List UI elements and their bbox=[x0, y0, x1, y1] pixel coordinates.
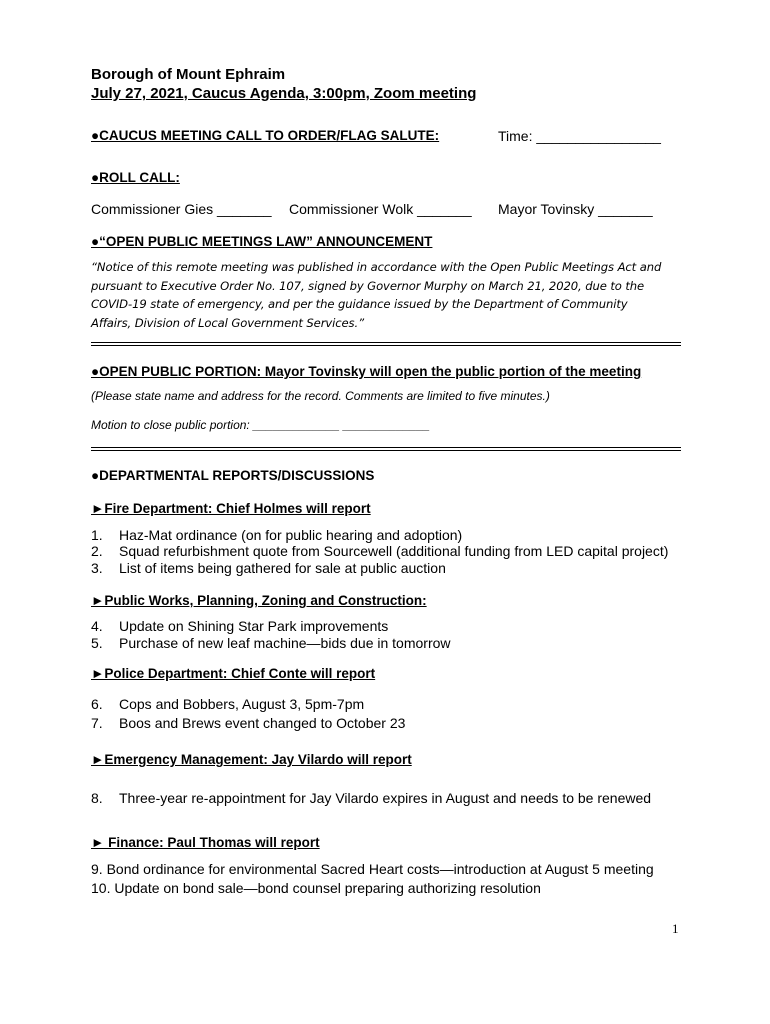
list-item: Update on Shining Star Park improvements bbox=[119, 618, 389, 634]
public-portion-instructions: (Please state name and address for the record. Comments are limited to five minutes.) bbox=[91, 389, 550, 403]
list-item-number: 4. bbox=[91, 618, 103, 634]
list-item-number: 5. bbox=[91, 635, 103, 651]
section-divider bbox=[91, 342, 681, 346]
list-item-number: 3. bbox=[91, 560, 103, 576]
list-item: List of items being gathered for sale at public auction bbox=[119, 560, 446, 576]
finance-heading: ► Finance: Paul Thomas will report bbox=[91, 835, 320, 850]
list-item: Three-year re-appointment for Jay Vilardo expires in August and needs to be renewed bbox=[119, 790, 652, 806]
opma-notice: “Notice of this remote meeting was published in accordance with the Open Public Meetings Act and pursuant to Executive Order No. 107, signed by Governor Murphy on March 21, 2020, due to the COVID-19 state of emergency, and per the guidance issued by the Department of Community Affairs, Division of Local Government Services.” bbox=[91, 260, 662, 330]
list-item-number: 1. bbox=[91, 527, 103, 543]
call-to-order-heading: ●CAUCUS MEETING CALL TO ORDER/FLAG SALUTE: bbox=[91, 128, 440, 143]
list-item: Purchase of new leaf machine—bids due in tomorrow bbox=[119, 635, 451, 651]
call-to-order-time: Time: ________________ bbox=[498, 128, 661, 144]
list-item: Squad refurbishment quote from Sourcewell (additional funding from LED capital project) bbox=[119, 543, 669, 559]
section-divider bbox=[91, 447, 681, 451]
page-number: 1 bbox=[672, 921, 679, 936]
opma-heading: ●“OPEN PUBLIC MEETINGS LAW” ANNOUNCEMENT bbox=[91, 234, 433, 249]
roll-call-mayor: Mayor Tovinsky _______ bbox=[498, 201, 653, 217]
departmental-heading: ●DEPARTMENTAL REPORTS/DISCUSSIONS bbox=[91, 468, 375, 483]
agenda-title: July 27, 2021, Caucus Agenda, 3:00pm, Zoom meeting bbox=[91, 85, 477, 102]
list-item: 10. Update on bond sale—bond counsel preparing authorizing resolution bbox=[91, 880, 541, 896]
list-item-number: 6. bbox=[91, 696, 103, 712]
motion-close-public: Motion to close public portion: _____________ _____________ bbox=[91, 418, 430, 432]
list-item-number: 8. bbox=[91, 790, 103, 806]
public-portion-heading: ●OPEN PUBLIC PORTION: Mayor Tovinsky will open the public portion of the meeting bbox=[91, 364, 642, 379]
police-department-heading: ►Police Department: Chief Conte will report bbox=[91, 666, 376, 681]
list-item: Haz-Mat ordinance (on for public hearing and adoption) bbox=[119, 527, 463, 543]
list-item-number: 7. bbox=[91, 715, 103, 731]
roll-call-heading: ●ROLL CALL: bbox=[91, 170, 180, 185]
list-item: 9. Bond ordinance for environmental Sacred Heart costs—introduction at August 5 meeting bbox=[91, 861, 654, 877]
roll-call-wolk: Commissioner Wolk _______ bbox=[289, 201, 472, 217]
roll-call-gies: Commissioner Gies _______ bbox=[91, 201, 272, 217]
list-item: Boos and Brews event changed to October 23 bbox=[119, 715, 406, 731]
public-works-heading: ►Public Works, Planning, Zoning and Construction: bbox=[91, 593, 427, 608]
list-item-number: 2. bbox=[91, 543, 103, 559]
fire-department-heading: ►Fire Department: Chief Holmes will report bbox=[91, 501, 371, 516]
org-name: Borough of Mount Ephraim bbox=[91, 66, 286, 83]
emergency-management-heading: ►Emergency Management: Jay Vilardo will report bbox=[91, 752, 412, 767]
list-item: Cops and Bobbers, August 3, 5pm-7pm bbox=[119, 696, 365, 712]
